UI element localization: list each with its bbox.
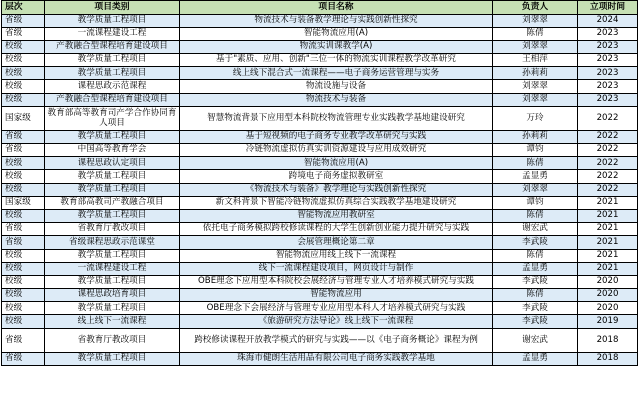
cell-year: 2021 xyxy=(578,262,638,275)
table-row xyxy=(2,40,638,53)
cell-category: 中国高等教育学会 xyxy=(45,144,180,157)
cell-level: 校级 xyxy=(2,249,45,262)
cell-owner: 陈倩 xyxy=(493,209,578,222)
cell-category: 一流课程建设工程 xyxy=(45,27,180,40)
table-row xyxy=(2,328,638,352)
cell-project-name: 物流技术与装备教学理论与实践创新性探究 xyxy=(180,14,493,27)
project-table xyxy=(1,0,638,366)
cell-year: 2023 xyxy=(578,27,638,40)
table-row xyxy=(2,80,638,93)
cell-level: 校级 xyxy=(2,170,45,183)
cell-project-name: 基于短视频的电子商务专业教学改革研究与实践 xyxy=(180,130,493,143)
table-row xyxy=(2,183,638,196)
cell-year: 2021 xyxy=(578,223,638,236)
cell-level: 校级 xyxy=(2,209,45,222)
cell-project-name: 会展管理概论第二章 xyxy=(180,236,493,249)
cell-project-name: 新文科背景下智能冷链物流虚拟仿真综合实践教学基地建设研究 xyxy=(180,196,493,209)
cell-owner: 刘翠翠 xyxy=(493,93,578,106)
table-row xyxy=(2,27,638,40)
cell-owner: 李武陵 xyxy=(493,315,578,328)
cell-category: 产教融合型课程培育建设项目 xyxy=(45,93,180,106)
cell-owner: 陈倩 xyxy=(493,249,578,262)
cell-owner: 谢宏武 xyxy=(493,223,578,236)
cell-owner: 陈倩 xyxy=(493,157,578,170)
cell-category: 教育部高等教育司产学合作协同育人项目 xyxy=(45,106,180,130)
cell-project-name: 物流技术与装备 xyxy=(180,93,493,106)
cell-year: 2023 xyxy=(578,67,638,80)
cell-project-name: 物流实训课教学(A) xyxy=(180,40,493,53)
cell-level: 校级 xyxy=(2,289,45,302)
cell-level: 校级 xyxy=(2,67,45,80)
cell-project-name: 物流设施与设备 xyxy=(180,80,493,93)
table-row xyxy=(2,223,638,236)
cell-year: 2020 xyxy=(578,289,638,302)
cell-category: 教学质量工程项目 xyxy=(45,183,180,196)
cell-year: 2022 xyxy=(578,170,638,183)
cell-project-name: 《物流技术与装备》教学理论与实践创新性探究 xyxy=(180,183,493,196)
cell-category: 教学质量工程项目 xyxy=(45,14,180,27)
cell-category: 线上线下一流课程 xyxy=(45,315,180,328)
table-row xyxy=(2,249,638,262)
cell-category: 教育部高教司产教融合项目 xyxy=(45,196,180,209)
cell-project-name: 线下一流课程建设项目，网页设计与制作 xyxy=(180,262,493,275)
cell-year: 2018 xyxy=(578,352,638,365)
cell-project-name: 依托电子商务模拟跨校修读课程的大学生创新创业能力提升研究与实践 xyxy=(180,223,493,236)
table-row xyxy=(2,170,638,183)
cell-category: 教学质量工程项目 xyxy=(45,130,180,143)
cell-level: 省级 xyxy=(2,27,45,40)
cell-category: 产教融合型课程培育建设项目 xyxy=(45,40,180,53)
cell-category: 省教育厅教改项目 xyxy=(45,223,180,236)
cell-category: 教学质量工程项目 xyxy=(45,67,180,80)
cell-project-name: 智能物流应用线上线下一流课程 xyxy=(180,249,493,262)
cell-category: 教学质量工程项目 xyxy=(45,249,180,262)
cell-level: 省级 xyxy=(2,14,45,27)
cell-category: 教学质量工程项目 xyxy=(45,302,180,315)
cell-owner: 孙莉莉 xyxy=(493,67,578,80)
table-row xyxy=(2,209,638,222)
cell-year: 2018 xyxy=(578,328,638,352)
cell-level: 校级 xyxy=(2,183,45,196)
cell-level: 国家级 xyxy=(2,106,45,130)
cell-level: 校级 xyxy=(2,302,45,315)
cell-category: 省级课程思政示范课堂 xyxy=(45,236,180,249)
cell-level: 校级 xyxy=(2,275,45,288)
cell-year: 2021 xyxy=(578,209,638,222)
table-row xyxy=(2,67,638,80)
cell-category: 课程思政认定项目 xyxy=(45,157,180,170)
cell-level: 校级 xyxy=(2,40,45,53)
cell-owner: 王相萍 xyxy=(493,54,578,67)
cell-owner: 刘翠翠 xyxy=(493,40,578,53)
cell-year: 2023 xyxy=(578,80,638,93)
cell-level: 省级 xyxy=(2,223,45,236)
cell-owner: 陈倩 xyxy=(493,27,578,40)
cell-year: 2022 xyxy=(578,130,638,143)
cell-year: 2021 xyxy=(578,249,638,262)
cell-owner: 谭钧 xyxy=(493,144,578,157)
cell-level: 校级 xyxy=(2,262,45,275)
header-name: 项目名称 xyxy=(180,1,493,15)
table-row xyxy=(2,93,638,106)
table-row xyxy=(2,289,638,302)
cell-owner: 谭钧 xyxy=(493,196,578,209)
cell-owner: 孟显勇 xyxy=(493,170,578,183)
cell-year: 2022 xyxy=(578,144,638,157)
cell-level: 省级 xyxy=(2,328,45,352)
cell-category: 课程思政示范课程 xyxy=(45,80,180,93)
header-year: 立项时间 xyxy=(578,1,638,15)
cell-project-name: 智能物流应用教研室 xyxy=(180,209,493,222)
cell-level: 校级 xyxy=(2,315,45,328)
cell-project-name: 冷链物流虚拟仿真实训资源建设与应用成效研究 xyxy=(180,144,493,157)
cell-year: 2023 xyxy=(578,40,638,53)
cell-project-name: 智能物流应用(A) xyxy=(180,27,493,40)
cell-category: 教学质量工程项目 xyxy=(45,352,180,365)
cell-level: 校级 xyxy=(2,54,45,67)
header-row xyxy=(2,1,638,15)
cell-year: 2022 xyxy=(578,106,638,130)
cell-level: 省级 xyxy=(2,352,45,365)
table-row xyxy=(2,130,638,143)
cell-year: 2019 xyxy=(578,315,638,328)
cell-year: 2023 xyxy=(578,93,638,106)
table-row xyxy=(2,157,638,170)
cell-category: 一流课程建设工程 xyxy=(45,262,180,275)
cell-project-name: 跨校修读课程开放教学模式的研究与实践——以《电子商务概论》课程为例 xyxy=(180,328,493,352)
cell-level: 省级 xyxy=(2,144,45,157)
cell-owner: 孟显勇 xyxy=(493,262,578,275)
table-row xyxy=(2,54,638,67)
cell-level: 国家级 xyxy=(2,196,45,209)
cell-category: 教学质量工程项目 xyxy=(45,170,180,183)
cell-owner: 李武陵 xyxy=(493,302,578,315)
table-row xyxy=(2,106,638,130)
cell-year: 2020 xyxy=(578,275,638,288)
cell-owner: 孟显勇 xyxy=(493,352,578,365)
header-category: 项目类别 xyxy=(45,1,180,15)
table-row xyxy=(2,352,638,365)
table-row xyxy=(2,236,638,249)
cell-owner: 万玲 xyxy=(493,106,578,130)
cell-category: 课程思政培育项目 xyxy=(45,289,180,302)
cell-year: 2023 xyxy=(578,54,638,67)
cell-owner: 孙莉莉 xyxy=(493,130,578,143)
cell-category: 省教育厅教改项目 xyxy=(45,328,180,352)
table-row xyxy=(2,315,638,328)
cell-project-name: 智能物流应用(A) xyxy=(180,157,493,170)
cell-project-name: OBE理念下应用型本科院校会展经济与管理专业人才培养模式研究与实践 xyxy=(180,275,493,288)
table-row xyxy=(2,275,638,288)
cell-owner: 刘翠翠 xyxy=(493,183,578,196)
cell-year: 2022 xyxy=(578,183,638,196)
cell-level: 校级 xyxy=(2,157,45,170)
table-row xyxy=(2,262,638,275)
table-row xyxy=(2,14,638,27)
cell-year: 2022 xyxy=(578,157,638,170)
cell-project-name: OBE理念下会展经济与管理专业应用型本科人才培养模式研究与实践 xyxy=(180,302,493,315)
cell-category: 教学质量工程项目 xyxy=(45,54,180,67)
cell-category: 教学质量工程项目 xyxy=(45,275,180,288)
cell-level: 省级 xyxy=(2,130,45,143)
table-row xyxy=(2,144,638,157)
cell-year: 2021 xyxy=(578,236,638,249)
table-body xyxy=(2,14,638,365)
table-row xyxy=(2,196,638,209)
cell-category: 教学质量工程项目 xyxy=(45,209,180,222)
cell-project-name: 珠海市健朗生活用品有限公司电子商务实践教学基地 xyxy=(180,352,493,365)
cell-project-name: 基于"素质、应用、创新"三位一体的物流实训课程教学改革研究 xyxy=(180,54,493,67)
cell-owner: 李武陵 xyxy=(493,275,578,288)
cell-year: 2024 xyxy=(578,14,638,27)
cell-level: 校级 xyxy=(2,80,45,93)
cell-project-name: 线上线下混合式一流课程——电子商务运营管理与实务 xyxy=(180,67,493,80)
cell-year: 2021 xyxy=(578,196,638,209)
header-owner: 负责人 xyxy=(493,1,578,15)
cell-level: 省级 xyxy=(2,236,45,249)
cell-project-name: 智能物流应用 xyxy=(180,289,493,302)
header-level: 层次 xyxy=(2,1,45,15)
table-row xyxy=(2,302,638,315)
cell-owner: 陈倩 xyxy=(493,289,578,302)
cell-year: 2020 xyxy=(578,302,638,315)
cell-owner: 李武陵 xyxy=(493,236,578,249)
cell-level: 校级 xyxy=(2,93,45,106)
cell-project-name: 《旅游研究方法导论》线上线下一流课程 xyxy=(180,315,493,328)
cell-project-name: 智慧物流背景下应用型本科院校物流管理专业实践教学基地建设研究 xyxy=(180,106,493,130)
cell-owner: 谢宏武 xyxy=(493,328,578,352)
cell-project-name: 跨境电子商务虚拟教研室 xyxy=(180,170,493,183)
cell-owner: 刘翠翠 xyxy=(493,80,578,93)
cell-owner: 刘翠翠 xyxy=(493,14,578,27)
